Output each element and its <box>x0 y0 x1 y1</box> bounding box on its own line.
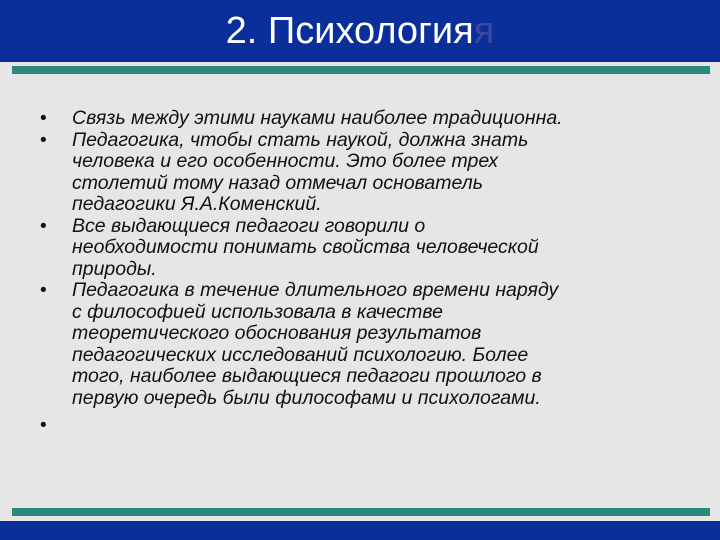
bullet-item <box>0 130 700 216</box>
bullet-list <box>0 107 700 436</box>
slide-title-main: 2. Психология <box>225 10 474 52</box>
bullet-dot: • <box>40 129 47 151</box>
bullet-text: Связь между этими науками наиболее традиционна. <box>72 107 563 129</box>
footer-accent-stripe <box>12 508 710 516</box>
bullet-text: Педагогика, чтобы стать наукой, должна знать человека и его особенности. Это более трех столетий тому назад отмечал основатель педагогики Я.А.Коменский. <box>72 128 529 215</box>
header-accent-stripe <box>12 66 710 74</box>
slide-title <box>0 6 720 56</box>
bullet-item <box>0 409 700 436</box>
bullet-dot: • <box>40 415 47 436</box>
bullet-dot: • <box>40 215 47 237</box>
bullet-dot: • <box>40 108 47 129</box>
bullet-text: Все выдающиеся педагоги говорили о необходимости понимать свойства человеческой природы. <box>72 214 539 280</box>
slide-title-faded-letter: я <box>473 10 495 52</box>
bullet-text: Педагогика в течение длительного времени наряду с философией использовала в качестве теоретического обоснования результатов педагогических исследований психологию. Более того, наиболее выдающиеся педагоги прошлого в первую очередь были философами и психологами. <box>72 279 559 409</box>
bullet-item <box>0 280 700 409</box>
bullet-item <box>0 216 700 281</box>
bullet-item <box>0 108 700 130</box>
bullet-dot: • <box>40 280 47 301</box>
slide-footer-bar <box>0 521 720 540</box>
